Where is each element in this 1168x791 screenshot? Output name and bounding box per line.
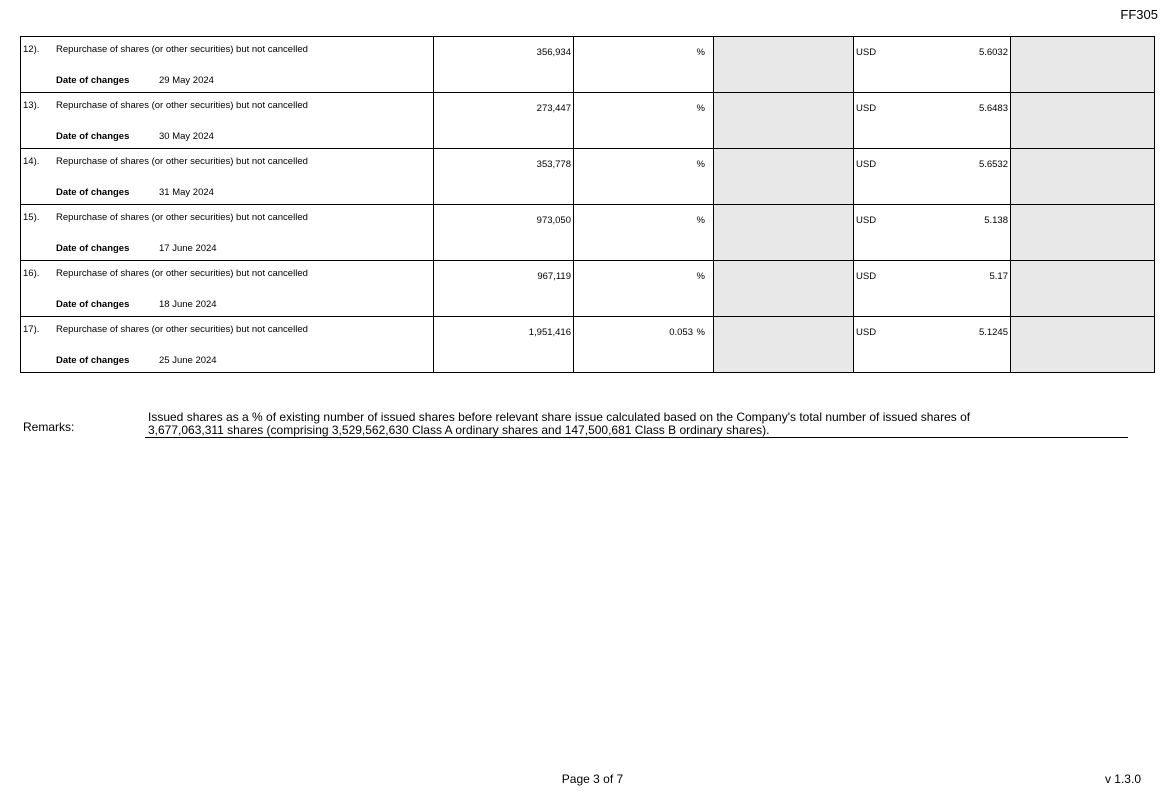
- price-cell: [854, 93, 1011, 149]
- page-number: Page 3 of 7: [561, 772, 624, 786]
- percent-sign: %: [696, 159, 705, 170]
- currency: USD: [856, 327, 877, 338]
- percentage-cell: [574, 37, 714, 93]
- shaded-cell: [714, 261, 854, 317]
- shaded-cell: [714, 317, 854, 373]
- form-code: FF305: [1120, 7, 1158, 22]
- row-description: Repurchase of shares (or other securities) but not cancelled: [56, 212, 308, 223]
- remarks-label: Remarks:: [23, 420, 75, 434]
- percent-sign: %: [696, 271, 705, 282]
- currency: USD: [856, 215, 877, 226]
- shaded-cell: [714, 149, 854, 205]
- shaded-cell: [1011, 93, 1155, 149]
- shaded-cell: [1011, 149, 1155, 205]
- date-of-changes-label: Date of changes: [56, 299, 130, 310]
- table-row: [21, 93, 1155, 149]
- shaded-cell: [714, 93, 854, 149]
- date-of-changes-label: Date of changes: [56, 187, 130, 198]
- percent-sign: %: [696, 103, 705, 114]
- date-of-changes-value: 18 June 2024: [159, 299, 217, 310]
- currency: USD: [856, 47, 877, 58]
- currency: USD: [856, 103, 877, 114]
- currency: USD: [856, 159, 877, 170]
- remarks-line-2: 3,677,063,311 shares (comprising 3,529,562,630 Class A ordinary shares and 147,500,681 Class B ordinary shares).: [148, 423, 770, 437]
- date-of-changes-label: Date of changes: [56, 243, 130, 254]
- shaded-cell: [714, 205, 854, 261]
- row-index: 17).: [23, 324, 40, 335]
- row-description: Repurchase of shares (or other securities) but not cancelled: [56, 100, 308, 111]
- date-of-changes-value: 17 June 2024: [159, 243, 217, 254]
- percentage-cell: [574, 149, 714, 205]
- number-of-shares: 353,778: [536, 159, 571, 170]
- description-cell: [21, 205, 434, 261]
- price-cell: [854, 317, 1011, 373]
- percentage-cell: [574, 261, 714, 317]
- number-of-shares-cell: [434, 261, 574, 317]
- row-index: 16).: [23, 268, 40, 279]
- price-value: 5.6032: [978, 47, 1008, 58]
- price-cell: [854, 149, 1011, 205]
- number-of-shares: 967,119: [537, 271, 571, 282]
- date-of-changes-value: 30 May 2024: [159, 131, 214, 142]
- version-label: v 1.3.0: [1104, 772, 1141, 786]
- row-index: 13).: [23, 100, 40, 111]
- date-of-changes-label: Date of changes: [56, 75, 130, 86]
- row-index: 12).: [23, 44, 40, 55]
- date-of-changes-label: Date of changes: [56, 131, 130, 142]
- table-row: [21, 205, 1155, 261]
- number-of-shares: 356,934: [536, 47, 571, 58]
- number-of-shares: 1,951,416: [528, 327, 571, 338]
- description-cell: [21, 261, 434, 317]
- number-of-shares-cell: [434, 37, 574, 93]
- percentage-value: 0.053: [669, 327, 693, 338]
- description-cell: [21, 93, 434, 149]
- number-of-shares: 973,050: [536, 215, 571, 226]
- shaded-cell: [1011, 37, 1155, 93]
- shaded-cell: [1011, 317, 1155, 373]
- remarks-line-1: Issued shares as a % of existing number of issued shares before relevant share issue calculated based on the Company's total number of issued shares of: [148, 410, 971, 424]
- price-value: 5.6483: [978, 103, 1008, 114]
- shaded-cell: [1011, 205, 1155, 261]
- number-of-shares-cell: [434, 205, 574, 261]
- shaded-cell: [714, 37, 854, 93]
- percentage-cell: [574, 205, 714, 261]
- row-index: 15).: [23, 212, 40, 223]
- shaded-cell: [1011, 261, 1155, 317]
- price-value: 5.6532: [978, 159, 1008, 170]
- number-of-shares-cell: [434, 149, 574, 205]
- table-row: [21, 37, 1155, 93]
- table-row: [21, 149, 1155, 205]
- table-row: [21, 261, 1155, 317]
- price-cell: [854, 37, 1011, 93]
- date-of-changes-value: 31 May 2024: [159, 187, 214, 198]
- price-cell: [854, 205, 1011, 261]
- number-of-shares: 273,447: [536, 103, 571, 114]
- percentage-cell: [574, 93, 714, 149]
- row-description: Repurchase of shares (or other securities) but not cancelled: [56, 268, 308, 279]
- number-of-shares-cell: [434, 93, 574, 149]
- row-description: Repurchase of shares (or other securities) but not cancelled: [56, 156, 308, 167]
- table-row: [21, 317, 1155, 373]
- price-value: 5.138: [984, 215, 1008, 226]
- percent-sign: %: [696, 327, 705, 338]
- securities-changes-table: [20, 36, 1155, 373]
- description-cell: [21, 149, 434, 205]
- remarks-text: [145, 411, 1128, 438]
- date-of-changes-value: 25 June 2024: [159, 355, 217, 366]
- currency: USD: [856, 271, 877, 282]
- number-of-shares-cell: [434, 317, 574, 373]
- price-cell: [854, 261, 1011, 317]
- row-description: Repurchase of shares (or other securities) but not cancelled: [56, 44, 308, 55]
- row-description: Repurchase of shares (or other securities) but not cancelled: [56, 324, 308, 335]
- date-of-changes-label: Date of changes: [56, 355, 130, 366]
- date-of-changes-value: 29 May 2024: [159, 75, 214, 86]
- description-cell: [21, 37, 434, 93]
- percentage-cell: [574, 317, 714, 373]
- percent-sign: %: [696, 215, 705, 226]
- description-cell: [21, 317, 434, 373]
- price-value: 5.17: [989, 271, 1008, 282]
- row-index: 14).: [23, 156, 40, 167]
- percent-sign: %: [696, 47, 705, 58]
- price-value: 5.1245: [978, 327, 1008, 338]
